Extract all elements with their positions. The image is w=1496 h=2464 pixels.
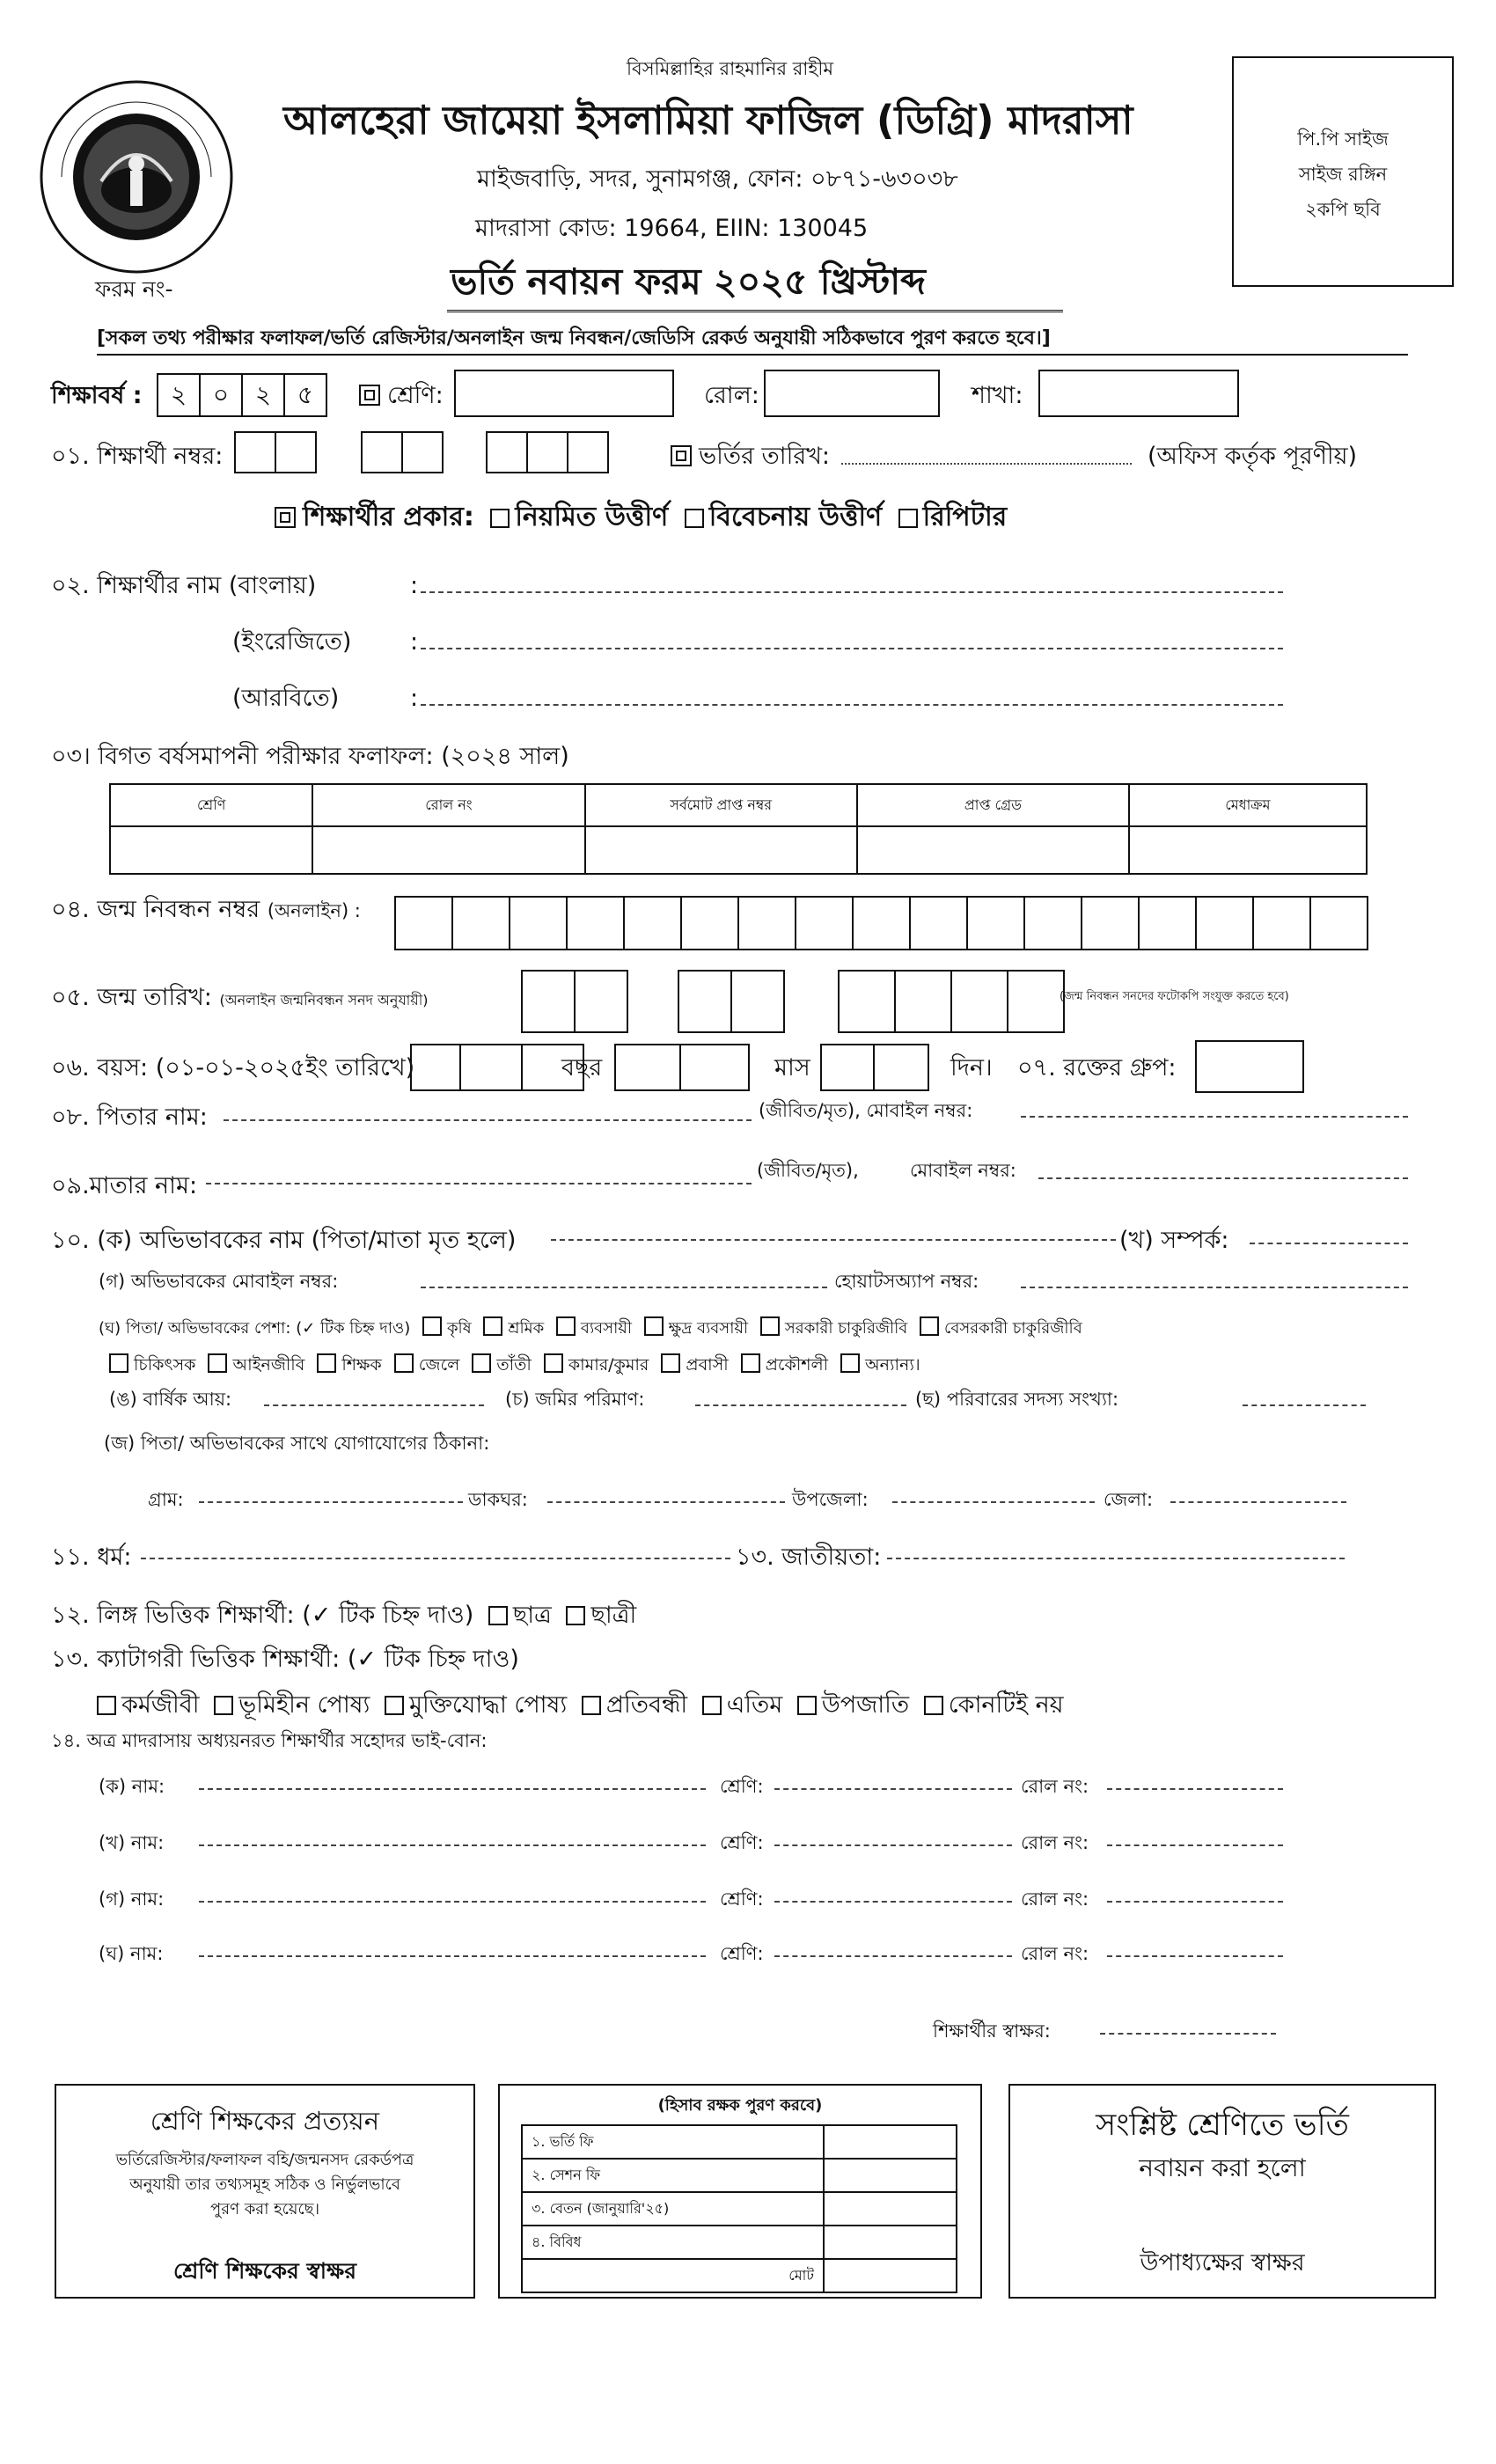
student-type-row: [275, 504, 1007, 531]
dob-year-cells[interactable]: [840, 970, 1065, 1033]
sibling-roll-field[interactable]: [1107, 1955, 1283, 1957]
school-address: মাইজবাড়ি, সদর, সুনামগঞ্জ, ফোন: ০৮৭১-৬৩০৩৮: [477, 165, 958, 193]
sibling-name-field[interactable]: [199, 1844, 706, 1846]
vice-principal-signature-label: উপাধ্যক্ষের স্বাক্ষর: [1140, 2249, 1305, 2277]
option-regular-checkbox[interactable]: [490, 509, 510, 528]
occupation-option: শিক্ষক: [341, 1355, 382, 1375]
student-signature-label: শিক্ষার্থীর স্বাক্ষর:: [933, 2020, 1051, 2042]
name-arabic-colon: :: [410, 685, 419, 712]
photo-box-line1: পি.পি সাইজ: [1297, 128, 1389, 150]
category-label: ১৩. ক্যাটাগরী ভিত্তিক শিক্ষার্থী: (✓ টিক চিহ্ন দাও): [51, 1646, 519, 1673]
guardian-name-field[interactable]: [551, 1239, 1116, 1241]
student-no-cells-2[interactable]: [363, 431, 444, 473]
name-english-colon: :: [410, 628, 419, 656]
fee-label: ৪. বিবিধ: [522, 2226, 824, 2259]
age-day-label: দিন।: [950, 1054, 993, 1082]
upazila-field[interactable]: [892, 1501, 1095, 1503]
form-no-label: ফরম নং-: [95, 276, 173, 302]
sibling-class-label: শ্রেণি:: [720, 1832, 764, 1853]
name-arabic-field[interactable]: [421, 704, 1283, 706]
option-regular: নিয়মিত উত্তীর্ণ: [515, 502, 669, 532]
guardian-relation-label: (খ) সম্পর্ক:: [1119, 1227, 1229, 1254]
age-day-cells[interactable]: [822, 1044, 929, 1091]
age-month-cells[interactable]: [616, 1044, 750, 1091]
option-repeater: রিপিটার: [922, 502, 1008, 532]
age-month-label: মাস: [774, 1054, 810, 1082]
sibling-name-label: (ক) নাম:: [99, 1776, 165, 1797]
roll-input[interactable]: [764, 370, 940, 417]
fee-total-amount[interactable]: [824, 2259, 957, 2292]
religion-field[interactable]: [141, 1558, 730, 1559]
age-year-cells[interactable]: [412, 1044, 584, 1091]
guardian-mobile-label: (গ) অভিভাবকের মোবাইল নম্বর:: [99, 1271, 339, 1292]
blood-group-label: ০৭. রক্তের গ্রুপ:: [1017, 1054, 1177, 1082]
blood-group-input[interactable]: [1195, 1040, 1304, 1093]
annual-income-label: (ঙ) বার্ষিক আয়:: [109, 1389, 232, 1410]
category-checkbox[interactable]: [385, 1696, 404, 1715]
occupation-option: সরকারী চাকুরিজীবি: [784, 1319, 908, 1338]
year-digit: ৫: [283, 373, 327, 417]
prev-result-cell[interactable]: [110, 826, 312, 874]
district-field[interactable]: [1170, 1501, 1346, 1503]
name-arabic-label: (আরবিতে): [232, 685, 340, 712]
occupation-option: ব্যবসায়ী: [580, 1319, 633, 1338]
village-label: গ্রাম:: [148, 1489, 184, 1510]
admission-date-wrap: [671, 444, 830, 468]
name-bangla-colon: :: [410, 572, 419, 599]
sibling-class-label: শ্রেণি:: [720, 1888, 764, 1910]
occupation-checkbox[interactable]: [109, 1353, 128, 1373]
nationality-label: ১৩. জাতীয়তা:: [736, 1544, 882, 1571]
occupation-option: অন্যান্য।: [865, 1355, 920, 1375]
occupation-checkbox[interactable]: [760, 1316, 780, 1336]
logo-text: [35, 160, 238, 161]
guardian-name-label: ১০. (ক) অভিভাবকের নাম (পিতা/মাতা মৃত হলে): [51, 1227, 517, 1254]
family-members-field[interactable]: [1243, 1404, 1366, 1406]
photo-box-line3: ২কপি ছবি: [1305, 199, 1381, 220]
form-title-underline: [447, 310, 1063, 312]
fee-amount[interactable]: [824, 2125, 957, 2159]
whatsapp-field[interactable]: [1021, 1287, 1408, 1288]
occupation-option: আইনজীবি: [232, 1355, 305, 1375]
student-type-label: শিক্ষার্থীর প্রকার:: [303, 502, 474, 532]
occupation-checkbox[interactable]: [661, 1353, 680, 1373]
madrasa-logo: [35, 76, 238, 278]
occupation-checkbox[interactable]: [840, 1353, 860, 1373]
student-type-marker-icon: [275, 507, 296, 528]
father-alive-label: (জীবিত/মৃত), মোবাইল নম্বর:: [759, 1100, 973, 1121]
sibling-name-field[interactable]: [199, 1901, 706, 1903]
sibling-roll-label: রোল নং:: [1021, 1943, 1089, 1964]
mother-mobile-field[interactable]: [1038, 1177, 1408, 1179]
fee-label: ২. সেশন ফি: [522, 2159, 824, 2192]
village-field[interactable]: [199, 1501, 463, 1503]
prev-result-col: রোল নং: [312, 784, 584, 826]
mother-alive-label: (জীবিত/মৃত),: [757, 1160, 859, 1181]
mother-name-label: ০৯.মাতার নাম:: [51, 1172, 198, 1199]
category-checkbox[interactable]: [97, 1696, 116, 1715]
gender-female-checkbox[interactable]: [566, 1606, 585, 1625]
occupation-checkbox[interactable]: [472, 1353, 491, 1373]
occupation-checkbox[interactable]: [317, 1353, 336, 1373]
admission-date-label: ভর্তির তারিখ:: [699, 443, 831, 470]
occupation-option: তাঁতী: [496, 1355, 532, 1375]
post-office-field[interactable]: [547, 1501, 785, 1503]
birth-reg-label-wrap: [51, 898, 361, 921]
category-option: কোনটিই নয়: [948, 1691, 1064, 1719]
teacher-signature-label: শ্রেণি শিক্ষকের স্বাক্ষর: [173, 2258, 356, 2284]
sibling-roll-field[interactable]: [1107, 1844, 1283, 1846]
birth-reg-cells[interactable]: [396, 896, 1368, 950]
land-amount-label: (চ) জমির পরিমাণ:: [505, 1389, 645, 1410]
teacher-certification-line: ভর্তিরেজিস্টার/ফলাফল বহি/জন্মনসদ রেকর্ডপত্র: [115, 2151, 414, 2169]
year-label: শিক্ষাবর্ষ :: [51, 382, 143, 409]
branch-input[interactable]: [1038, 370, 1239, 417]
sibling-class-field[interactable]: [774, 1844, 1012, 1846]
branch-label: শাখা:: [972, 382, 1023, 409]
dob-month-cells[interactable]: [679, 970, 785, 1033]
annual-income-field[interactable]: [264, 1404, 484, 1406]
fee-label: ৩. বেতন (জানুয়ারি'২৫): [522, 2192, 824, 2226]
post-office-label: ডাকঘর:: [468, 1489, 528, 1510]
sibling-roll-label: রোল নং:: [1021, 1832, 1089, 1853]
mother-name-field[interactable]: [206, 1183, 752, 1184]
admission-approval-sub: নবায়ন করা হলো: [1139, 2153, 1306, 2182]
category-checkbox[interactable]: [214, 1696, 233, 1715]
category-option: প্রতিবন্ধী: [605, 1691, 688, 1719]
sibling-roll-field[interactable]: [1107, 1788, 1283, 1790]
sibling-class-field[interactable]: [774, 1901, 1012, 1903]
dob-sub: (অনলাইন জন্মনিবন্ধন সনদ অনুযায়ী): [219, 992, 429, 1008]
occupation-row-1: [99, 1316, 1082, 1337]
gender-male: ছাত্র: [512, 1602, 552, 1629]
admission-date-marker-icon: [671, 445, 692, 466]
category-checkbox[interactable]: [702, 1696, 722, 1715]
land-amount-field[interactable]: [695, 1404, 906, 1406]
dob-note: (জন্ম নিবন্ধন সনদের ফটোকপি সংযুক্ত করতে হবে): [1060, 990, 1289, 1003]
teacher-certification-title: শ্রেণি শিক্ষকের প্রত্যয়ন: [150, 2106, 380, 2136]
occupation-option: চিকিৎসক: [134, 1355, 196, 1375]
class-label: শ্রেণি:: [387, 382, 444, 409]
gender-male-checkbox[interactable]: [488, 1606, 508, 1625]
occupation-checkbox[interactable]: [422, 1316, 442, 1336]
class-marker-icon: [359, 385, 380, 406]
class-label-wrap: [359, 384, 444, 407]
district-label: জেলা:: [1104, 1489, 1154, 1510]
option-repeater-checkbox[interactable]: [898, 509, 918, 528]
sibling-class-label: শ্রেণি:: [720, 1943, 764, 1964]
sibling-name-label: (গ) নাম:: [99, 1888, 165, 1910]
prev-result-cell[interactable]: [1129, 826, 1367, 874]
sibling-name-field[interactable]: [199, 1955, 706, 1957]
roll-label: রোল:: [704, 382, 759, 409]
student-no-cells-1[interactable]: [236, 431, 317, 473]
option-considered-checkbox[interactable]: [685, 509, 704, 528]
name-english-label: (ইংরেজিতে): [232, 628, 352, 656]
accounts-box: [498, 2084, 982, 2299]
prev-result-col: সর্বমোট প্রাপ্ত নম্বর: [585, 784, 857, 826]
gender-female: ছাত্রী: [590, 1602, 637, 1629]
dob-label-wrap: [51, 986, 429, 1009]
year-digit: ০: [199, 373, 243, 417]
year-digit: ২: [157, 373, 201, 417]
occupation-option: প্রবাসী: [686, 1355, 729, 1375]
birth-reg-sub: (অনলাইন) :: [267, 900, 361, 921]
student-no-label: ০১. শিক্ষার্থী নম্বর:: [51, 443, 224, 470]
category-option: ভূমিহীন পোষ্য: [238, 1691, 370, 1719]
sibling-class-label: শ্রেণি:: [720, 1776, 764, 1797]
prev-result-col: শ্রেণি: [110, 784, 312, 826]
school-name: আলহেরা জামেয়া ইসলামিয়া ফাজিল (ডিগ্রি) মাদরাসা: [283, 97, 1133, 143]
fee-amount[interactable]: [824, 2192, 957, 2226]
category-option: মুক্তিযোদ্ধা পোষ্য: [408, 1691, 568, 1719]
siblings-label: ১৪. অত্র মাদরাসায় অধ্যয়নরত শিক্ষার্থীর সহোদর ভাই-বোন:: [51, 1730, 488, 1751]
admission-approval-title: সংশ্লিষ্ট শ্রেণিতে ভর্তি: [1096, 2108, 1349, 2143]
occupation-checkbox[interactable]: [644, 1316, 664, 1336]
age-label: ০৬. বয়স: (০১-০১-২০২৫ইং তারিখে): [51, 1054, 415, 1082]
category-checkbox[interactable]: [924, 1696, 943, 1715]
occupation-option: জেলে: [418, 1355, 460, 1375]
sibling-name-label: (খ) নাম:: [99, 1832, 165, 1853]
prev-result-label: ০৩। বিগত বর্ষসমাপনী পরীক্ষার ফলাফল: (২০২৪ সাল): [51, 743, 569, 770]
fee-total-label: মোট: [522, 2259, 824, 2292]
student-signature-field[interactable]: [1100, 2033, 1276, 2035]
occupation-checkbox[interactable]: [394, 1353, 414, 1373]
admission-date-field[interactable]: [841, 463, 1132, 465]
occupation-option: কৃষি: [446, 1319, 472, 1338]
occupation-checkbox[interactable]: [544, 1353, 563, 1373]
dob-day-cells[interactable]: [523, 970, 628, 1033]
sibling-roll-field[interactable]: [1107, 1901, 1283, 1903]
occupation-checkbox[interactable]: [208, 1353, 227, 1373]
form-title: ভর্তি নবায়ন ফরম ২০২৫ খ্রিস্টাব্দ: [451, 260, 926, 303]
prev-result-cell[interactable]: [585, 826, 857, 874]
occupation-checkbox[interactable]: [741, 1353, 760, 1373]
gender-label: ১২. লিঙ্গ ভিত্তিক শিক্ষার্থী: (✓ টিক চিহ্ন দাও): [51, 1602, 474, 1629]
prev-result-table: [109, 783, 1368, 875]
instructions-underline: [97, 354, 1408, 356]
birth-reg-label: ০৪. জন্ম নিবন্ধন নম্বর: [51, 896, 260, 923]
category-checkbox[interactable]: [797, 1696, 817, 1715]
office-note: (অফিস কর্তৃক পূরণীয়): [1148, 443, 1358, 470]
category-checkbox[interactable]: [582, 1696, 601, 1715]
occupation-option: শ্রমিক: [508, 1319, 545, 1338]
photo-box-line2: সাইজ রঙ্গিন: [1298, 164, 1388, 185]
prev-result-col: মেধাক্রম: [1129, 784, 1367, 826]
occupation-checkbox[interactable]: [920, 1316, 939, 1336]
fee-label: ১. ভর্তি ফি: [522, 2125, 824, 2159]
religion-label: ১১. ধর্ম:: [51, 1544, 132, 1571]
student-no-cells-3[interactable]: [488, 431, 609, 473]
sibling-class-field[interactable]: [774, 1788, 1012, 1790]
bismillah: বিসমিল্লাহির রাহমানির রাহীম: [627, 58, 834, 79]
occupation-option: বেসরকারী চাকুরিজীবি: [944, 1319, 1082, 1338]
occupation-checkbox[interactable]: [556, 1316, 576, 1336]
contact-address-label: (জ) পিতা/ অভিভাবকের সাথে যোগাযোগের ঠিকানা:: [104, 1433, 490, 1454]
occupation-checkbox[interactable]: [483, 1316, 502, 1336]
dob-label: ০৫. জন্ম তারিখ:: [51, 984, 212, 1011]
teacher-certification-box: [55, 2084, 475, 2299]
father-name-label: ০৮. পিতার নাম:: [51, 1104, 208, 1131]
father-name-field[interactable]: [224, 1119, 752, 1121]
sibling-roll-label: রোল নং:: [1021, 1776, 1089, 1797]
category-options: [97, 1693, 1064, 1717]
fee-amount[interactable]: [824, 2226, 957, 2259]
mother-mobile-label: মোবাইল নম্বর:: [910, 1160, 1016, 1181]
occupation-option: ক্ষুদ্র ব্যবসায়ী: [668, 1319, 749, 1338]
instructions: [সকল তথ্য পরীক্ষার ফলাফল/ভর্তি রেজিস্টার/অনলাইন জন্ম নিবন্ধন/জেডিসি রেকর্ড অনুযায়ী সঠিকভাবে পুরণ করতে হবে।]: [97, 327, 1051, 349]
sibling-name-label: (ঘ) নাম:: [99, 1943, 164, 1964]
occupation-option: কামার/কুমার: [568, 1355, 649, 1375]
occupation-label: (ঘ) পিতা/ অভিভাবকের পেশা: (✓ টিক চিহ্ন দাও): [99, 1319, 411, 1338]
name-bangla-label: ০২. শিক্ষার্থীর নাম (বাংলায়): [51, 572, 317, 599]
father-mobile-field[interactable]: [1021, 1116, 1408, 1118]
guardian-relation-field[interactable]: [1250, 1243, 1408, 1244]
occupation-row-2: [109, 1353, 920, 1374]
prev-result-cell[interactable]: [857, 826, 1129, 874]
sibling-name-field[interactable]: [199, 1788, 706, 1790]
name-english-field[interactable]: [421, 648, 1283, 649]
nationality-field[interactable]: [887, 1558, 1345, 1559]
sibling-class-field[interactable]: [774, 1955, 1012, 1957]
family-members-label: (ছ) পরিবারের সদস্য সংখ্যা:: [915, 1389, 1119, 1410]
fees-table: [521, 2124, 957, 2293]
madrasa-code: মাদরাসা কোড: 19664, EIIN: 130045: [475, 215, 869, 242]
accounts-title: (হিসাব রক্ষক পুরণ করবে): [657, 2096, 823, 2115]
whatsapp-label: হোয়াটসঅ্যাপ নম্বর:: [834, 1271, 979, 1292]
category-option: উপজাতি: [821, 1691, 910, 1719]
teacher-certification-line: অনুযায়ী তার তথ্যসমূহ সঠিক ও নির্ভুলভাবে: [129, 2175, 400, 2194]
class-input[interactable]: [454, 370, 674, 417]
admission-approval-box: [1008, 2084, 1436, 2299]
option-considered: বিবেচনায় উত্তীর্ণ: [708, 502, 883, 532]
year-cells: [158, 373, 327, 417]
sibling-roll-label: রোল নং:: [1021, 1888, 1089, 1910]
guardian-mobile-field[interactable]: [421, 1287, 827, 1288]
occupation-option: প্রকৌশলী: [765, 1355, 829, 1375]
teacher-certification-line: পুরণ করা হয়েছে।: [209, 2200, 320, 2218]
prev-result-col: প্রাপ্ত গ্রেড: [857, 784, 1129, 826]
name-bangla-field[interactable]: [421, 591, 1283, 593]
category-option: কর্মজীবী: [121, 1691, 200, 1719]
gender-row: [51, 1603, 636, 1627]
upazila-label: উপজেলা:: [792, 1489, 869, 1510]
fee-amount[interactable]: [824, 2159, 957, 2192]
category-option: এতিম: [726, 1691, 783, 1719]
age-year-label: বছর: [561, 1054, 603, 1082]
prev-result-cell[interactable]: [312, 826, 584, 874]
photo-box[interactable]: [1232, 56, 1454, 287]
year-digit: ২: [241, 373, 285, 417]
